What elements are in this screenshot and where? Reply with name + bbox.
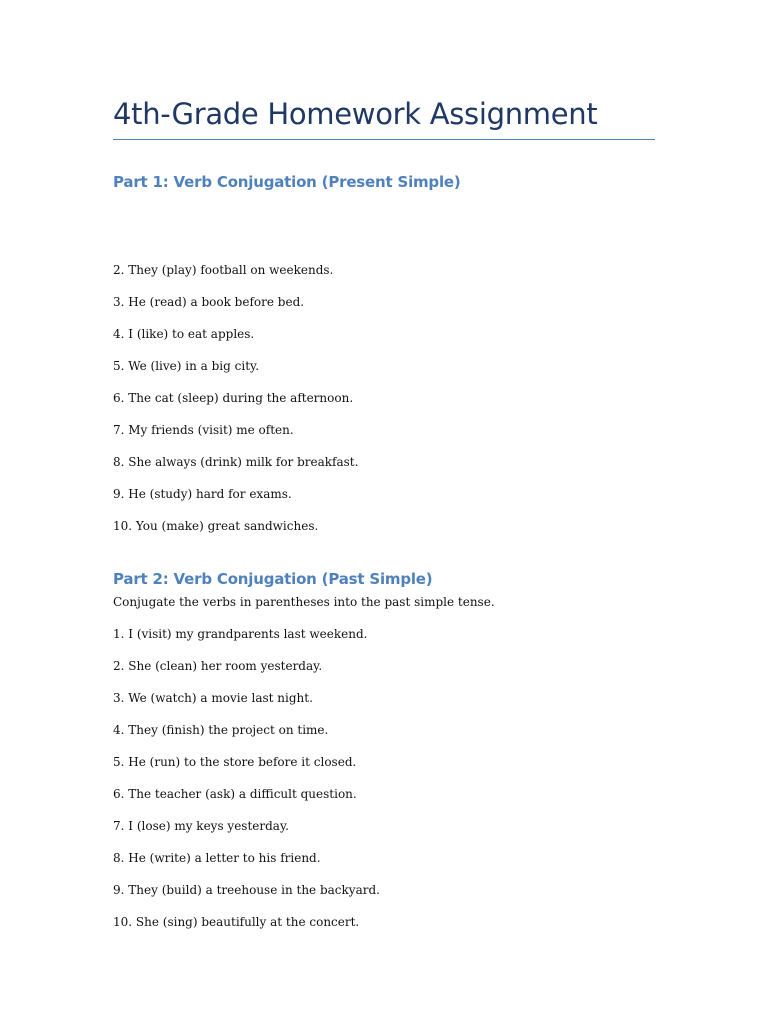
part-2-item: 5. He (run) to the store before it closed.	[113, 755, 357, 769]
part-1-item: 7. My friends (visit) me often.	[113, 423, 294, 437]
part-1-item: 6. The cat (sleep) during the afternoon.	[113, 391, 354, 405]
title-underline-rule	[113, 139, 655, 140]
part-1-item: 2. They (play) football on weekends.	[113, 263, 334, 277]
part-1-item: 5. We (live) in a big city.	[113, 359, 260, 373]
part-1-item: 10. You (make) great sandwiches.	[113, 519, 319, 533]
part-2-heading: Part 2: Verb Conjugation (Past Simple)	[113, 570, 433, 588]
part-1-item: 8. She always (drink) milk for breakfast.	[113, 455, 359, 469]
part-1-item: 9. He (study) hard for exams.	[113, 487, 292, 501]
part-2-instruction: Conjugate the verbs in parentheses into the past simple tense.	[113, 595, 495, 609]
part-2-item: 8. He (write) a letter to his friend.	[113, 851, 321, 865]
part-2-item: 3. We (watch) a movie last night.	[113, 691, 313, 705]
part-2-item: 2. She (clean) her room yesterday.	[113, 659, 323, 673]
part-2-item: 4. They (finish) the project on time.	[113, 723, 329, 737]
document-title: 4th-Grade Homework Assignment	[113, 97, 598, 131]
part-2-item: 9. They (build) a treehouse in the backyard.	[113, 883, 380, 897]
part-2-item: 1. I (visit) my grandparents last weekend.	[113, 627, 368, 641]
part-1-item: 4. I (like) to eat apples.	[113, 327, 255, 341]
part-2-item: 6. The teacher (ask) a difficult question.	[113, 787, 357, 801]
part-1-heading: Part 1: Verb Conjugation (Present Simple)	[113, 173, 461, 191]
part-2-item: 7. I (lose) my keys yesterday.	[113, 819, 289, 833]
part-2-item: 10. She (sing) beautifully at the concert.	[113, 915, 360, 929]
part-1-item: 3. He (read) a book before bed.	[113, 295, 305, 309]
